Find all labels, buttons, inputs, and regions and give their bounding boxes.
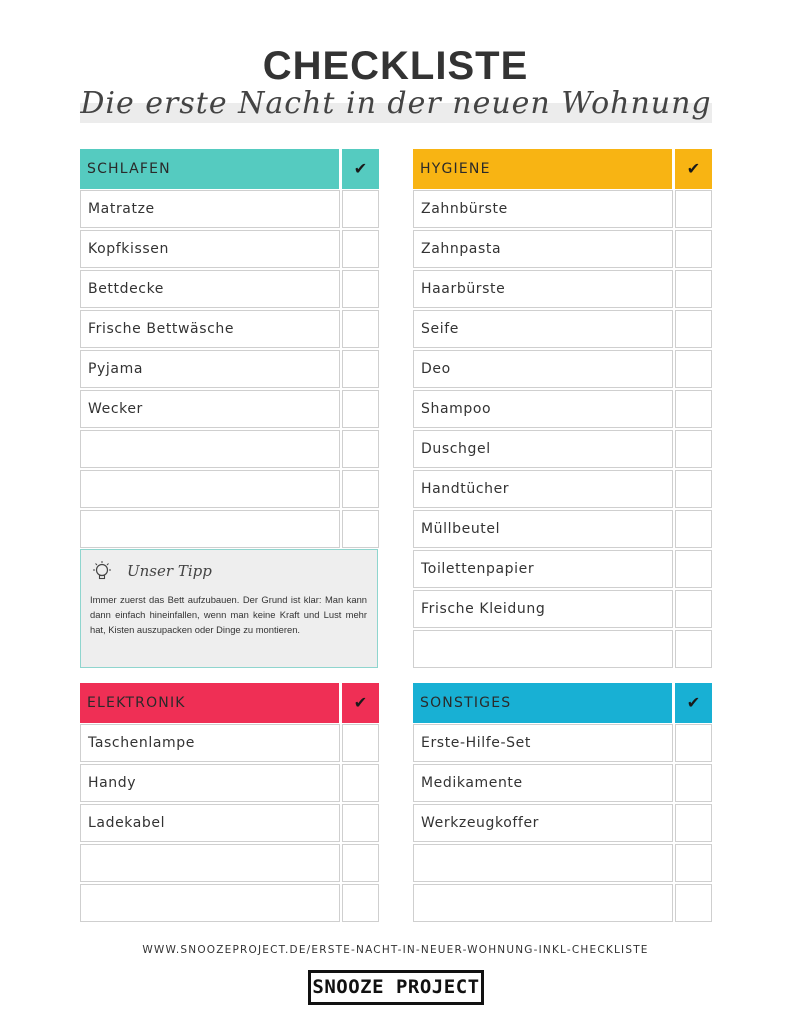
checklist-item-label: Deo: [413, 350, 673, 388]
checklist-item-label: [80, 430, 340, 468]
checklist-item-label: Wecker: [80, 390, 340, 428]
checklist-row: [413, 229, 712, 269]
checkbox[interactable]: [675, 804, 712, 842]
checklist-item-label: Matratze: [80, 190, 340, 228]
checkbox[interactable]: [342, 270, 379, 308]
checklist-item-label: [80, 470, 340, 508]
checklist-item-label: Zahnbürste: [413, 190, 673, 228]
checklist-row: [413, 349, 712, 389]
checklist-row: [80, 843, 379, 883]
section-hygiene: [413, 149, 712, 669]
check-header-icon: ✔: [675, 683, 712, 723]
checkbox[interactable]: [675, 230, 712, 268]
checklist-row: [80, 883, 379, 923]
checkbox[interactable]: [342, 230, 379, 268]
checkbox[interactable]: [675, 190, 712, 228]
checklist-item-label: Duschgel: [413, 430, 673, 468]
checkbox[interactable]: [342, 844, 379, 882]
checklist-row: [413, 309, 712, 349]
section-sonstiges: [413, 683, 712, 923]
checkbox[interactable]: [342, 804, 379, 842]
checkbox[interactable]: [342, 470, 379, 508]
section-elektronik: [80, 683, 379, 923]
checkbox[interactable]: [342, 350, 379, 388]
checklist-row: [413, 429, 712, 469]
checklist-row: [413, 509, 712, 549]
checklist-row: [413, 389, 712, 429]
checkbox[interactable]: [675, 510, 712, 548]
checklist-item-label: Taschenlampe: [80, 724, 340, 762]
section-heading: SCHLAFEN: [80, 149, 339, 189]
checklist-row: [80, 269, 379, 309]
checklist-item-label: Kopfkissen: [80, 230, 340, 268]
check-header-icon: ✔: [675, 149, 712, 189]
checklist-row: [80, 763, 379, 803]
checklist-row: [413, 883, 712, 923]
checkbox[interactable]: [675, 390, 712, 428]
checkbox[interactable]: [675, 590, 712, 628]
checklist-row: [80, 469, 379, 509]
section-header: [80, 149, 379, 189]
checkbox[interactable]: [675, 844, 712, 882]
checklist-row: [413, 189, 712, 229]
checklist-row: [413, 269, 712, 309]
checklist-item-label: Erste-Hilfe-Set: [413, 724, 673, 762]
checkbox[interactable]: [342, 190, 379, 228]
checklist-item-label: Seife: [413, 310, 673, 348]
checklist-item-label: [413, 630, 673, 668]
checklist-row: [80, 429, 379, 469]
checklist-item-label: Haarbürste: [413, 270, 673, 308]
footer-url[interactable]: WWW.SNOOZEPROJECT.DE/ERSTE-NACHT-IN-NEUER-WOHNUNG-INKL-CHECKLISTE: [142, 944, 649, 956]
lightbulb-icon: [91, 560, 113, 584]
checklist-row: [80, 389, 379, 429]
checkbox[interactable]: [342, 430, 379, 468]
checkbox[interactable]: [675, 310, 712, 348]
checklist-row: [413, 763, 712, 803]
checklist-row: [413, 469, 712, 509]
checkbox[interactable]: [342, 510, 379, 548]
checklist-row: [80, 309, 379, 349]
checklist-item-label: Bettdecke: [80, 270, 340, 308]
checklist-row: [413, 723, 712, 763]
tip-title: Unser Tipp: [127, 562, 212, 580]
check-header-icon: ✔: [342, 683, 379, 723]
checkbox[interactable]: [675, 270, 712, 308]
section-heading: SONSTIGES: [413, 683, 672, 723]
check-header-icon: ✔: [342, 149, 379, 189]
checklist-item-label: [80, 884, 340, 922]
checklist-row: [413, 803, 712, 843]
checkbox[interactable]: [342, 310, 379, 348]
checklist-item-label: [80, 510, 340, 548]
checklist-item-label: Medikamente: [413, 764, 673, 802]
checklist-item-label: Ladekabel: [80, 804, 340, 842]
checkbox[interactable]: [675, 724, 712, 762]
checkbox[interactable]: [675, 350, 712, 388]
checklist-item-label: Shampoo: [413, 390, 673, 428]
checkbox[interactable]: [342, 724, 379, 762]
section-heading: ELEKTRONIK: [80, 683, 339, 723]
checkbox[interactable]: [342, 884, 379, 922]
checklist-item-label: Frische Bettwäsche: [80, 310, 340, 348]
section-header: [80, 683, 379, 723]
checklist-row: [413, 843, 712, 883]
tip-text: Immer zuerst das Bett aufzubauen. Der Grund ist klar: Man kann dann einfach hineinfallen, wenn man keine Kraft und Lust mehr hat, Kisten auszupacken oder Dinge zu montieren.: [90, 594, 367, 635]
checklist-row: [80, 509, 379, 549]
brand-logo: SNOOZE PROJECT: [308, 970, 484, 1005]
checklist-item-label: Müllbeutel: [413, 510, 673, 548]
section-header: [413, 149, 712, 189]
tip-box: [80, 549, 378, 668]
checklist-item-label: Werkzeugkoffer: [413, 804, 673, 842]
checkbox[interactable]: [675, 470, 712, 508]
page-title: CHECKLISTE: [262, 44, 529, 88]
checklist-item-label: [80, 844, 340, 882]
checklist-row: [413, 589, 712, 629]
checklist-row: [80, 229, 379, 269]
checkbox[interactable]: [342, 764, 379, 802]
checklist-item-label: [413, 844, 673, 882]
checklist-row: [413, 549, 712, 589]
checkbox[interactable]: [675, 884, 712, 922]
section-schlafen: [80, 149, 379, 549]
checklist-row: [80, 803, 379, 843]
checklist-item-label: Handy: [80, 764, 340, 802]
checkbox[interactable]: [675, 630, 712, 668]
checklist-item-label: Pyjama: [80, 350, 340, 388]
checklist-row: [80, 723, 379, 763]
checklist-row: [413, 629, 712, 669]
checkbox[interactable]: [342, 390, 379, 428]
page-subtitle: Die erste Nacht in der neuen Wohnung: [80, 86, 712, 121]
checkbox[interactable]: [675, 764, 712, 802]
checklist-item-label: Zahnpasta: [413, 230, 673, 268]
section-header: [413, 683, 712, 723]
checklist-item-label: Handtücher: [413, 470, 673, 508]
checklist-row: [80, 349, 379, 389]
checkbox[interactable]: [675, 430, 712, 468]
checklist-row: [80, 189, 379, 229]
checklist-item-label: Toilettenpapier: [413, 550, 673, 588]
checkbox[interactable]: [675, 550, 712, 588]
section-heading: HYGIENE: [413, 149, 672, 189]
checklist-item-label: Frische Kleidung: [413, 590, 673, 628]
checklist-item-label: [413, 884, 673, 922]
